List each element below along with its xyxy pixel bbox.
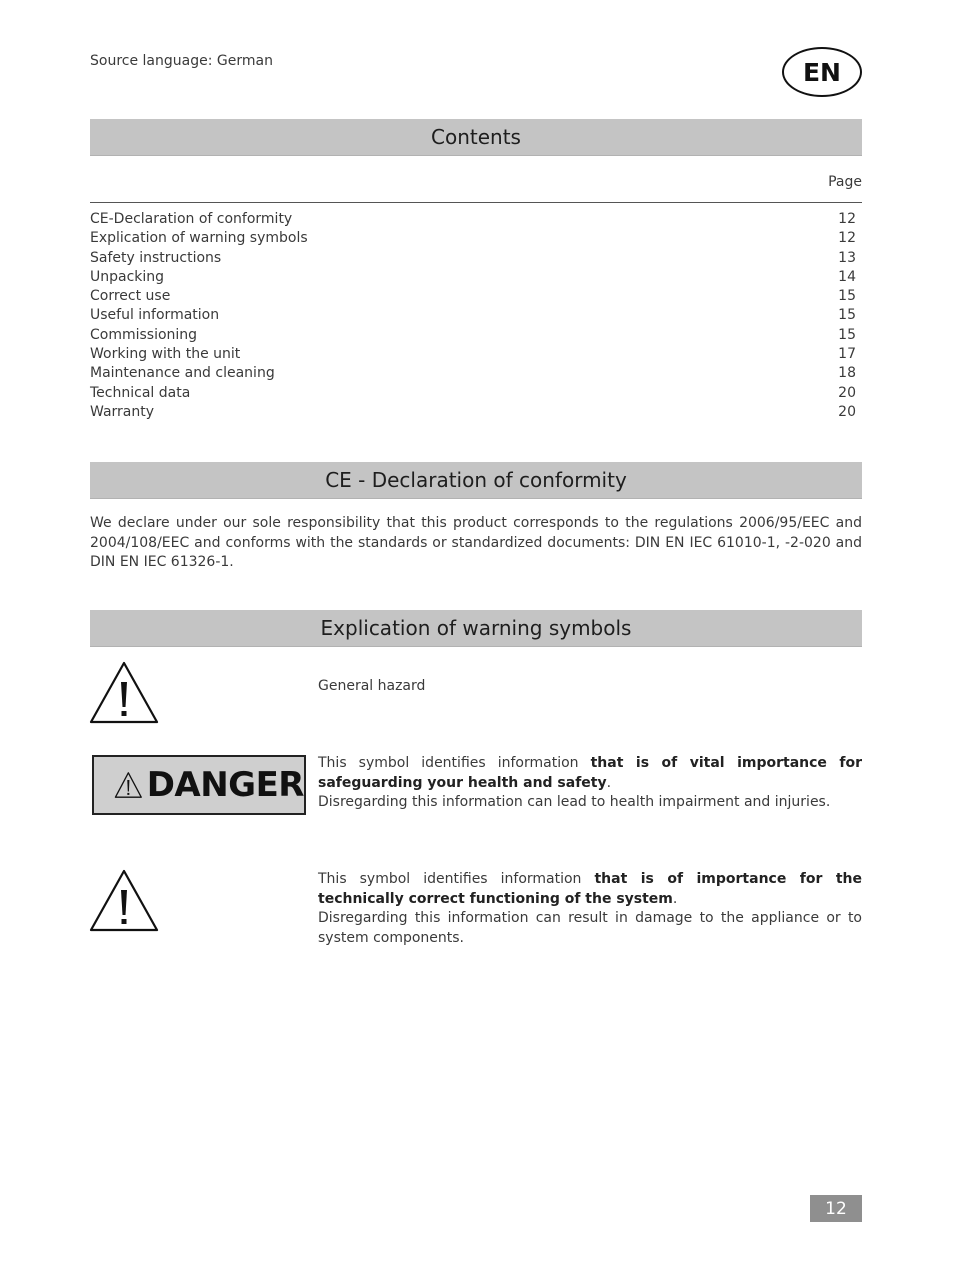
toc-row[interactable] — [90, 287, 856, 306]
danger-text-emphasis: that is of vital importance for safeguarding your health and safety — [318, 755, 862, 791]
toc-item-label: CE-Declaration of conformity — [90, 211, 293, 227]
danger-consequence-text: Disregarding this information can lead to health impairment and injuries. — [318, 794, 831, 810]
toc-item-page: 15 — [838, 326, 856, 343]
danger-text-part: This symbol identifies information — [318, 755, 591, 771]
toc-item-page: 14 — [838, 268, 856, 285]
danger-text-end: . — [606, 774, 612, 791]
contents-heading: Contents — [90, 119, 862, 156]
page-number: 12 — [810, 1195, 862, 1222]
caution-hazard-icon — [89, 868, 159, 932]
toc-item-label: Safety instructions — [90, 249, 222, 266]
ce-declaration-text: We declare under our sole responsibility that this product corresponds to the regulations 2006/95/EEC and 2004/108/EEC and conforms with the standards or standardized documents: DIN EN IEC 61010-1, -2-020 and DIN EN IEC 61326-1. — [90, 515, 862, 570]
ce-declaration-heading: CE - Declaration of conformity — [90, 462, 862, 499]
toc-item-label: Unpacking — [90, 268, 165, 285]
toc-item-label: Explication of warning symbols — [90, 230, 308, 247]
toc-row[interactable] — [90, 229, 856, 248]
toc-item-page: 15 — [838, 288, 856, 305]
danger-description — [318, 754, 862, 813]
warning-symbols-heading: Explication of warning symbols — [90, 610, 862, 647]
toc-item-label: Working with the unit — [90, 346, 241, 363]
general-hazard-icon — [89, 660, 159, 724]
toc-item-label: Technical data — [90, 384, 191, 401]
toc-item-page: 17 — [838, 346, 856, 363]
toc-item-page: 15 — [838, 307, 856, 324]
table-of-contents — [90, 210, 856, 422]
caution-text-emphasis: that is of importance for the technically correct functioning of the system — [318, 871, 863, 907]
toc-row[interactable] — [90, 326, 856, 345]
caution-text-part: This symbol identifies information — [318, 871, 595, 887]
toc-item-page: 12 — [838, 230, 856, 247]
toc-item-label: Maintenance and cleaning — [90, 365, 275, 382]
danger-label: DANGER — [146, 765, 304, 805]
caution-consequence-text: Disregarding this information can result in damage to the appliance or to system components. — [318, 910, 862, 946]
toc-page-column-label: Page — [828, 174, 862, 190]
toc-item-page: 20 — [838, 384, 856, 401]
warning-triangle-icon — [114, 766, 143, 804]
caution-description — [318, 870, 862, 948]
source-language-note: Source language: German — [90, 53, 273, 69]
toc-item-label: Commissioning — [90, 326, 198, 343]
toc-item-page: 18 — [838, 365, 856, 382]
toc-row[interactable] — [90, 210, 856, 229]
toc-row[interactable] — [90, 268, 856, 287]
caution-text-end: . — [672, 890, 678, 907]
toc-row[interactable] — [90, 306, 856, 325]
toc-item-page: 13 — [838, 249, 856, 266]
toc-divider — [90, 202, 862, 203]
toc-item-page: 12 — [838, 211, 856, 227]
toc-row[interactable] — [90, 384, 856, 403]
toc-item-label: Useful information — [90, 307, 220, 324]
toc-item-label: Correct use — [90, 288, 171, 305]
danger-sign — [92, 755, 306, 815]
toc-item-page: 20 — [838, 403, 856, 420]
toc-row[interactable] — [90, 249, 856, 268]
language-badge: EN — [782, 47, 862, 97]
general-hazard-label: General hazard — [318, 678, 426, 694]
toc-row[interactable] — [90, 345, 856, 364]
toc-row[interactable] — [90, 364, 856, 383]
toc-row[interactable] — [90, 403, 856, 422]
toc-item-label: Warranty — [90, 403, 155, 420]
